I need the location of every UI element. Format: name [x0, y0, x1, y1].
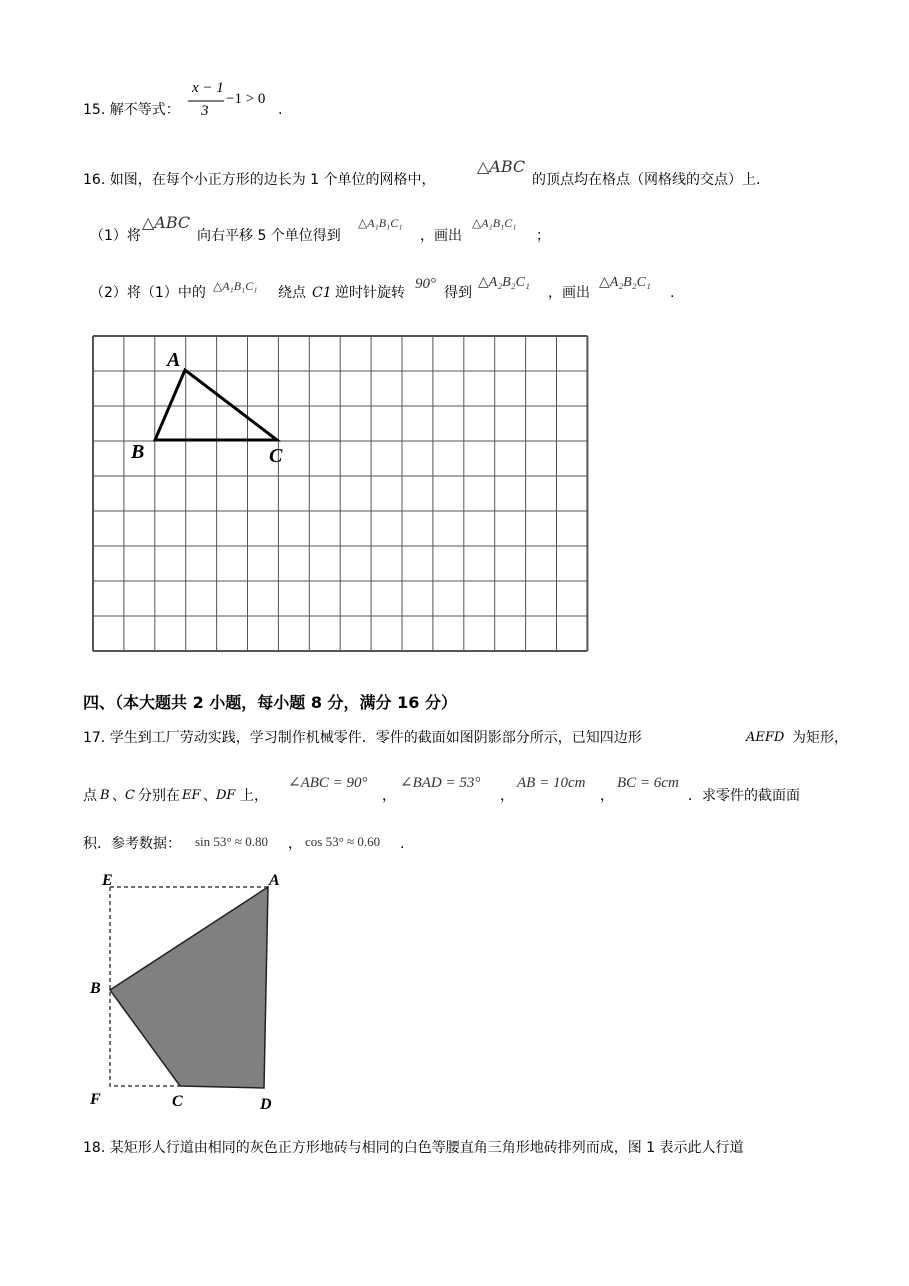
q15-denominator: 3 [201, 103, 209, 119]
grid-figure [85, 330, 595, 660]
fig-label-c: C [172, 1093, 183, 1110]
q16-p1-c: ，画出 [420, 228, 462, 244]
q17-df: DF [216, 788, 236, 803]
q18-line1: 18. 某矩形人行道由相同的灰色正方形地砖与相同的白色等腰直角三角形地砖排列而成，图 1 表示此人行道 [83, 1140, 744, 1156]
q17-bad: ∠BAD = 53° [400, 775, 481, 791]
q17-cos: cos 53° ≈ 0.60 [305, 834, 381, 849]
q17-line1: 17. 学生到工厂劳动实践，学习制作机械零件．零件的截面如图阴影部分所示，已知四边形 [83, 730, 642, 746]
q16-p1-d: ； [536, 228, 550, 244]
q15-end: . [278, 102, 283, 118]
section-heading: 四、（本大题共 2 小题，每小题 8 分，满分 16 分） [83, 693, 457, 712]
q16-p1-a: （1）将 [90, 228, 141, 244]
q16-p2-e: ，画出 [548, 285, 590, 301]
q17-line3-a: 积．参考数据： [83, 836, 181, 852]
q17-line3-end: . [400, 836, 405, 852]
q15-prefix: 15. 解不等式： [83, 102, 180, 118]
q17-sep1: 、 [112, 788, 126, 804]
label-b: B [131, 441, 145, 463]
q16-p2-tri: △A₁B₁C₁ [213, 279, 258, 293]
q16-stem-tri: △ABC [477, 157, 526, 176]
q16-p2-tri2: △A₂B₂C₁ [478, 275, 530, 290]
q17-b: B [100, 788, 110, 803]
q16-p2-tri3: △A₂B₂C₁ [599, 275, 651, 290]
q16-p1-tri2: △A₁B₁C₁ [358, 216, 403, 230]
fraction-bar [188, 100, 224, 102]
q16-p1-tri3: △A₁B₁C₁ [472, 216, 517, 230]
q17-comma4: ， [288, 836, 302, 852]
q16-p1-b: 向右平移 5 个单位得到 [197, 228, 341, 244]
grid-lines [93, 336, 587, 651]
triangle-abc [155, 370, 277, 440]
fig-label-f: F [90, 1091, 101, 1108]
label-a: A [167, 349, 181, 371]
q16-p1-tri: △ABC [142, 213, 191, 232]
q17-line2-c: 上， [240, 788, 268, 804]
q17-aefd: AEFD [746, 730, 785, 745]
q15-rest: −1 > 0 [226, 91, 266, 107]
shaded-section [110, 887, 268, 1088]
q15-numerator: x − 1 [192, 80, 224, 96]
q17-line1-end: 为矩形， [792, 730, 848, 746]
fig-label-b: B [90, 980, 101, 997]
q17-c: C [125, 788, 135, 803]
q16-p2-a: （2）将（1）中的 [90, 285, 206, 301]
fig-label-e: E [102, 872, 113, 889]
part-figure [80, 865, 300, 1115]
q16-p2-d: 得到 [444, 285, 472, 301]
q17-comma1: ， [382, 788, 396, 804]
q16-p2-deg: 90° [415, 276, 436, 292]
q17-line2-b: 分别在 [138, 788, 180, 804]
q17-comma3: ， [600, 788, 614, 804]
q17-line2-end: ．求零件的截面面 [688, 788, 800, 804]
q17-sep2: 、 [203, 788, 217, 804]
q17-ab: AB = 10cm [517, 775, 586, 791]
q17-sin: sin 53° ≈ 0.80 [195, 834, 269, 849]
q17-abc: ∠ABC = 90° [288, 775, 368, 791]
q16-p2-c: 逆时针旋转 [335, 285, 405, 301]
q16-stem-a: 16. 如图，在每个小正方形的边长为 1 个单位的网格中， [83, 172, 436, 188]
q17-comma2: ， [500, 788, 514, 804]
fig-label-a: A [269, 872, 280, 889]
q16-p2-f: . [670, 285, 675, 301]
q17-ef: EF [182, 788, 201, 803]
q17-bc: BC = 6cm [617, 775, 679, 791]
q17-line2-a: 点 [83, 788, 97, 804]
q16-p2-b: 绕点 [278, 285, 306, 301]
q16-stem-b: 的顶点均在格点（网格线的交点）上. [532, 172, 761, 188]
label-c: C [269, 445, 283, 467]
q16-p2-c1: C1 [312, 285, 332, 301]
fig-label-d: D [260, 1096, 272, 1113]
